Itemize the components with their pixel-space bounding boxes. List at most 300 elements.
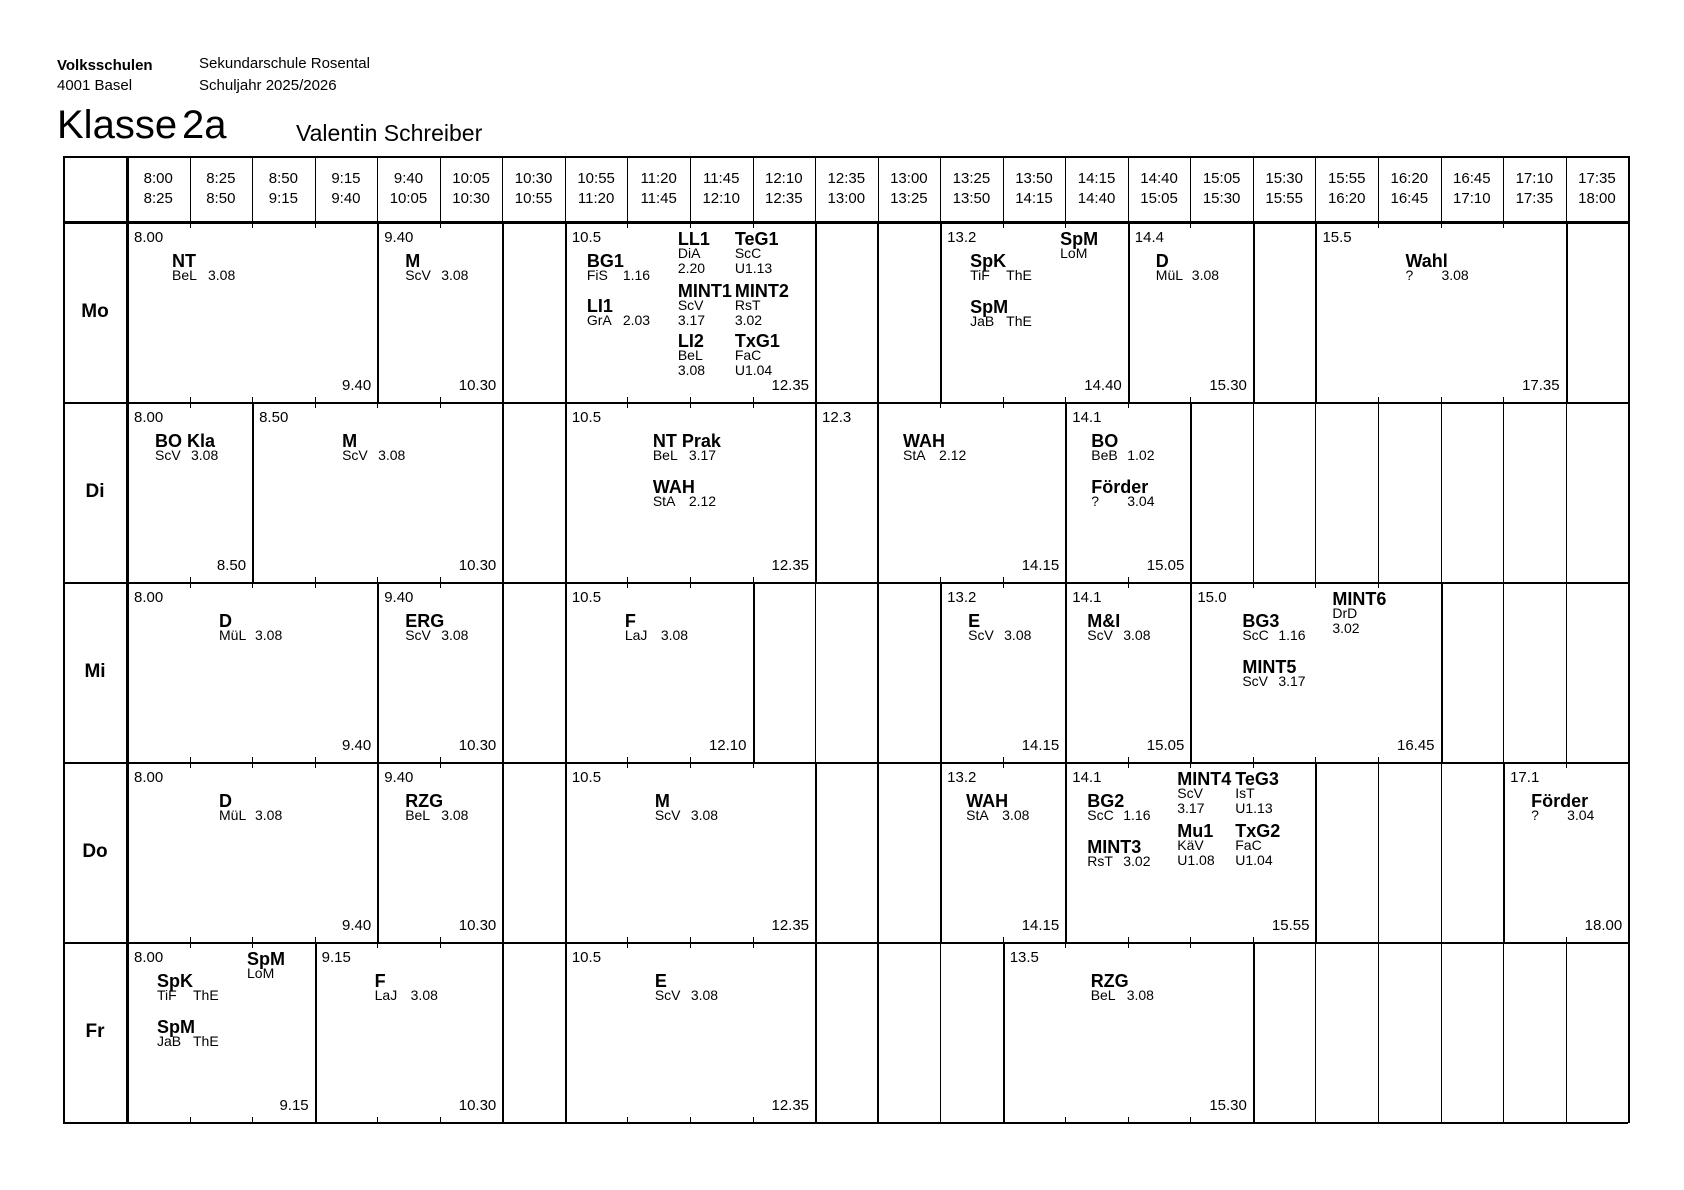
- lesson-start-time: 8.00: [134, 769, 164, 786]
- cell-tick: [377, 403, 378, 408]
- room-number: 2.20: [677, 260, 706, 276]
- lesson-block-border: [565, 582, 567, 762]
- subject-code: BO: [1091, 431, 1119, 451]
- subject-code: MINT5: [1242, 657, 1297, 677]
- time-slot-end: 8:50: [206, 190, 236, 207]
- room-number: 3.08: [410, 987, 438, 1003]
- cell-tick: [440, 577, 441, 582]
- subject-code: Mu1: [1177, 821, 1214, 841]
- cell-tick: [190, 223, 191, 228]
- time-slot-start: 17:10: [1515, 170, 1554, 187]
- cell-tick: [440, 223, 441, 228]
- subject-code: SpM: [157, 1017, 195, 1037]
- subject-code: RZG: [405, 791, 444, 811]
- cell-tick: [190, 577, 191, 582]
- subject-code: E: [654, 971, 667, 991]
- org-city: 4001 Basel: [57, 77, 133, 94]
- noon-separator: [877, 582, 880, 762]
- cell-tick: [252, 583, 253, 588]
- cell-tick: [690, 763, 691, 768]
- grid-border-right: [1628, 156, 1630, 1123]
- empty-slot-line: [1566, 402, 1567, 582]
- room-number: 3.04: [1567, 807, 1595, 823]
- teacher-code: BeB: [1091, 447, 1118, 463]
- empty-slot-line: [1378, 402, 1379, 582]
- cell-tick: [440, 1117, 441, 1122]
- room-number: 3.08: [660, 627, 689, 643]
- cell-tick: [315, 223, 316, 228]
- cell-tick: [1128, 937, 1129, 942]
- cell-tick: [753, 937, 754, 942]
- teacher-code: BeL: [677, 347, 703, 363]
- cell-tick: [1378, 223, 1379, 228]
- lesson-block-border: [940, 762, 942, 942]
- teacher-code: IsT: [1235, 785, 1255, 801]
- teacher-code: LaJ: [624, 627, 648, 643]
- empty-slot-line: [1315, 402, 1316, 582]
- teacher-code: StA: [652, 493, 676, 509]
- subject-code: SpM: [970, 297, 1009, 317]
- subject-code: BG1: [586, 251, 624, 271]
- time-slot-end: 9:40: [331, 190, 361, 207]
- time-slot-end: 18:00: [1578, 190, 1616, 207]
- subject-code: M: [405, 251, 421, 271]
- subject-code: F: [624, 611, 636, 631]
- room-number: 3.17: [1177, 800, 1205, 816]
- cell-tick: [1003, 403, 1004, 408]
- lesson-start-time: 10.5: [571, 949, 602, 966]
- room-number: 3.17: [1278, 673, 1306, 689]
- room-number: U1.08: [1177, 852, 1215, 868]
- room-number: 1.02: [1127, 447, 1155, 463]
- teacher-code: LoM: [1060, 245, 1088, 261]
- teacher-code: TiF: [970, 267, 990, 283]
- cell-tick: [1441, 223, 1442, 228]
- room-number: 2.12: [688, 493, 717, 509]
- lesson-start-time: 9.40: [384, 769, 414, 786]
- day-label-mo: Mo: [81, 301, 109, 322]
- cell-tick: [1378, 583, 1379, 588]
- time-slot-end: 15:30: [1202, 190, 1241, 207]
- teacher-code: ThE: [1006, 313, 1032, 329]
- lesson-block-border: [315, 942, 317, 1122]
- lesson-block-border: [1065, 582, 1067, 762]
- cell-tick: [753, 403, 754, 408]
- cell-tick: [1003, 577, 1004, 582]
- teacher-code: ScV: [405, 627, 431, 643]
- time-slot-start: 9:40: [393, 170, 424, 187]
- lesson-end-time: 10.30: [458, 557, 497, 574]
- cell-tick: [1128, 757, 1129, 762]
- day-label-mi: Mi: [84, 661, 106, 682]
- subject-code: TxG2: [1235, 821, 1281, 841]
- lesson-block-border: [502, 762, 504, 942]
- subject-code: BO Kla: [155, 431, 216, 451]
- time-slot-end: 15:05: [1140, 190, 1178, 207]
- teacher-code: ScV: [405, 267, 431, 283]
- teacher-code: ScV: [342, 447, 368, 463]
- cell-tick: [1128, 403, 1129, 408]
- time-slot-end: 12:35: [765, 190, 803, 207]
- org-name: Volksschulen: [57, 57, 153, 74]
- time-slot-start: 8:50: [268, 170, 298, 187]
- cell-tick: [690, 757, 691, 762]
- lesson-end-time: 14.40: [1084, 377, 1122, 394]
- lesson-block-border: [502, 582, 504, 762]
- lesson-block-border: [1503, 762, 1505, 942]
- room-number: 3.08: [441, 267, 469, 283]
- teacher-code: LaJ: [374, 987, 398, 1003]
- cell-tick: [315, 757, 316, 762]
- cell-tick: [1315, 583, 1316, 588]
- teacher-code: KäV: [1177, 837, 1204, 853]
- lesson-end-time: 12.35: [771, 377, 810, 394]
- time-slot-start: 16:20: [1390, 170, 1429, 187]
- teacher-code: BeL: [405, 807, 431, 823]
- cell-tick: [440, 763, 441, 768]
- subject-code: D: [1155, 251, 1169, 271]
- lesson-block-border: [1315, 222, 1317, 402]
- room-number: 3.17: [688, 447, 717, 463]
- header-divider: [63, 221, 1628, 224]
- lesson-block-border: [1065, 762, 1067, 942]
- lesson-end-time: 15.05: [1146, 557, 1185, 574]
- teacher-code: ?: [1405, 267, 1414, 283]
- subject-code: WAH: [966, 791, 1009, 811]
- cell-tick: [753, 223, 754, 228]
- subject-code: MINT2: [734, 281, 789, 301]
- teacher-code: FaC: [734, 347, 762, 363]
- empty-slot-line: [1503, 582, 1504, 762]
- time-slot-end: 17:35: [1515, 190, 1554, 207]
- room-number: 1.16: [1123, 807, 1151, 823]
- lesson-block-border: [502, 402, 504, 582]
- subject-code: E: [968, 611, 981, 631]
- cell-tick: [315, 403, 316, 408]
- room-number: 3.08: [690, 987, 719, 1003]
- day-label-do: Do: [82, 841, 108, 862]
- room-number: 3.08: [677, 362, 706, 378]
- room-number: U1.04: [1235, 852, 1273, 868]
- room-number: 3.08: [208, 267, 236, 283]
- teacher-code: MüL: [219, 627, 247, 643]
- subject-code: NT Prak: [652, 431, 721, 451]
- room-number: 2.12: [939, 447, 967, 463]
- room-number: 1.16: [622, 267, 651, 283]
- lesson-start-time: 9.40: [384, 229, 414, 246]
- lesson-block-border: [940, 582, 942, 762]
- lesson-end-time: 16.45: [1396, 737, 1435, 754]
- cell-tick: [627, 583, 628, 588]
- time-slot-start: 8:00: [143, 170, 173, 187]
- cell-tick: [1003, 763, 1004, 768]
- lesson-block-border: [1065, 402, 1067, 582]
- cell-tick: [1190, 763, 1191, 768]
- subject-code: Förder: [1091, 477, 1149, 497]
- cell-tick: [690, 577, 691, 582]
- time-slot-end: 11:45: [640, 190, 677, 207]
- time-slot-start: 13:00: [890, 170, 928, 187]
- teacher-code: FiS: [586, 267, 608, 283]
- cell-tick: [190, 763, 191, 768]
- room-number: 3.02: [1332, 620, 1360, 636]
- cell-tick: [627, 937, 628, 942]
- empty-slot-line: [1503, 402, 1504, 582]
- time-slot-start: 14:40: [1140, 170, 1178, 187]
- room-number: U1.04: [734, 362, 773, 378]
- empty-slot-line: [1378, 942, 1379, 1122]
- teacher-code: ?: [1091, 493, 1100, 509]
- lesson-block-border: [1190, 582, 1192, 762]
- time-slot-start: 15:30: [1265, 170, 1303, 187]
- lesson-start-time: 14.1: [1072, 409, 1102, 426]
- teacher-code: StA: [903, 447, 926, 463]
- time-slot-start: 11:45: [702, 170, 740, 187]
- lesson-end-time: 12.35: [771, 557, 810, 574]
- teacher-code: ScV: [1242, 673, 1269, 689]
- cell-tick: [190, 397, 191, 402]
- lesson-end-time: 15.05: [1146, 737, 1185, 754]
- empty-slot-line: [1315, 942, 1316, 1122]
- lesson-end-time: 12.35: [771, 1097, 810, 1114]
- day-row-divider: [63, 762, 1628, 764]
- room-number: 3.08: [1002, 807, 1030, 823]
- cell-tick: [627, 397, 628, 402]
- teacher-code: DrD: [1332, 605, 1358, 621]
- lesson-end-time: 10.30: [458, 737, 497, 754]
- teacher-code: ThE: [193, 1033, 219, 1049]
- lesson-start-time: 13.5: [1009, 949, 1039, 966]
- cell-tick: [190, 1117, 191, 1122]
- time-slot-start: 12:10: [765, 170, 803, 187]
- room-number: 3.08: [378, 447, 406, 463]
- cell-tick: [252, 223, 253, 228]
- teacher-code: ThE: [193, 987, 219, 1003]
- time-slot-start: 16:45: [1453, 170, 1491, 187]
- time-slot-start: 10:30: [514, 170, 553, 187]
- cell-tick: [315, 397, 316, 402]
- lesson-end-time: 9.40: [341, 917, 372, 934]
- room-number: 3.02: [1123, 853, 1151, 869]
- day-label-di: Di: [85, 481, 105, 502]
- cell-tick: [690, 397, 691, 402]
- lesson-end-time: 14.15: [1021, 737, 1060, 754]
- teacher-code: ?: [1531, 807, 1539, 823]
- teacher-code: ScC: [1242, 627, 1269, 643]
- cell-tick: [1190, 943, 1191, 948]
- teacher-code: TiF: [157, 987, 177, 1003]
- subject-code: TeG1: [734, 229, 779, 249]
- lesson-start-time: 13.2: [947, 589, 977, 606]
- subject-code: RZG: [1090, 971, 1129, 991]
- time-slot-start: 8:25: [206, 170, 236, 187]
- subject-code: TeG3: [1235, 769, 1279, 789]
- room-number: 3.08: [255, 627, 283, 643]
- lesson-start-time: 12.3: [822, 409, 852, 426]
- lesson-block-border: [753, 582, 755, 762]
- time-slot-end: 17:10: [1453, 190, 1491, 207]
- cell-tick: [252, 937, 253, 942]
- room-number: 3.08: [191, 447, 219, 463]
- empty-slot-line: [1441, 942, 1442, 1122]
- time-slot-end: 13:00: [827, 190, 866, 207]
- lesson-end-time: 10.30: [458, 377, 497, 394]
- lesson-start-time: 8.00: [134, 589, 164, 606]
- lesson-start-time: 8.50: [259, 409, 289, 426]
- time-slot-end: 16:45: [1390, 190, 1429, 207]
- time-slot-start: 14:15: [1077, 170, 1116, 187]
- time-slot-end: 10:30: [452, 190, 490, 207]
- teacher-code: JaB: [970, 313, 995, 329]
- noon-separator: [877, 402, 880, 582]
- lesson-block-border: [815, 222, 817, 402]
- room-number: 3.08: [1126, 987, 1154, 1003]
- subject-code: M: [342, 431, 358, 451]
- lesson-block-border: [377, 222, 379, 402]
- cell-tick: [440, 583, 441, 588]
- time-slot-end: 10:55: [514, 190, 553, 207]
- room-number: 3.04: [1127, 493, 1155, 509]
- lesson-end-time: 17.35: [1522, 377, 1560, 394]
- lesson-end-time: 12.10: [708, 737, 747, 754]
- teacher-code: StA: [966, 807, 989, 823]
- lesson-block-border: [502, 222, 504, 402]
- subject-code: SpM: [1060, 229, 1099, 249]
- time-slot-start: 11:20: [640, 170, 677, 187]
- teacher-code: BeL: [172, 267, 197, 283]
- empty-slot-line: [1566, 582, 1567, 762]
- lesson-block-border: [565, 762, 567, 942]
- cell-tick: [1128, 763, 1129, 768]
- lesson-start-time: 15.0: [1197, 589, 1227, 606]
- lesson-block-border: [1128, 222, 1130, 402]
- teacher-code: MüL: [219, 807, 247, 823]
- cell-tick: [252, 943, 253, 948]
- teacher-code: ScV: [968, 627, 994, 643]
- cell-tick: [252, 1117, 253, 1122]
- time-slot-end: 14:40: [1077, 190, 1116, 207]
- room-number: U1.13: [1235, 800, 1273, 816]
- class-title: Klasse: [57, 103, 178, 147]
- cell-tick: [690, 583, 691, 588]
- lesson-block-border: [815, 942, 817, 1122]
- room-number: U1.13: [734, 260, 773, 276]
- lesson-start-time: 9.15: [321, 949, 351, 966]
- lesson-start-time: 13.2: [947, 229, 977, 246]
- subject-code: TxG1: [734, 331, 780, 351]
- grid-border-top: [63, 156, 1628, 158]
- teacher-code: ScC: [1087, 807, 1114, 823]
- cell-tick: [627, 943, 628, 948]
- time-slot-end: 11:20: [577, 190, 615, 207]
- cell-tick: [1190, 223, 1191, 228]
- cell-tick: [1128, 577, 1129, 582]
- teacher-code: JaB: [157, 1033, 182, 1049]
- subject-code: LL1: [677, 229, 710, 249]
- cell-tick: [440, 397, 441, 402]
- cell-tick: [1128, 943, 1129, 948]
- cell-tick: [440, 943, 441, 948]
- lesson-end-time: 10.30: [458, 917, 497, 934]
- lesson-start-time: 9.40: [384, 589, 414, 606]
- teacher-code: ScV: [155, 447, 181, 463]
- subject-code: SpM: [247, 949, 285, 969]
- teacher-code: FaC: [1235, 837, 1262, 853]
- cell-tick: [753, 1117, 754, 1122]
- lesson-start-time: 10.5: [571, 229, 602, 246]
- room-number: 1.16: [1278, 627, 1306, 643]
- room-number: 2.03: [622, 312, 651, 328]
- day-row-divider: [63, 942, 1628, 944]
- lesson-block-border: [1441, 582, 1443, 762]
- time-slot-start: 9:15: [331, 170, 361, 187]
- noon-separator: [877, 222, 880, 402]
- cell-tick: [252, 763, 253, 768]
- lesson-block-border: [815, 402, 817, 582]
- time-slot-end: 9:15: [268, 190, 298, 207]
- cell-tick: [690, 403, 691, 408]
- lesson-block-border: [1003, 942, 1005, 1122]
- teacher-code: DiA: [677, 245, 701, 261]
- teacher-code: BeL: [1090, 987, 1116, 1003]
- cell-tick: [627, 763, 628, 768]
- cell-tick: [753, 943, 754, 948]
- time-slot-end: 13:50: [952, 190, 991, 207]
- cell-tick: [1065, 1117, 1066, 1122]
- subject-code: M&I: [1087, 611, 1121, 631]
- time-slot-start: 10:55: [577, 170, 615, 187]
- cell-tick: [190, 757, 191, 762]
- lesson-start-time: 14.1: [1072, 769, 1102, 786]
- cell-tick: [690, 943, 691, 948]
- cell-tick: [315, 763, 316, 768]
- lesson-end-time: 15.30: [1209, 1097, 1247, 1114]
- room-number: 3.08: [1191, 267, 1220, 283]
- cell-tick: [627, 223, 628, 228]
- room-number: 3.08: [1123, 627, 1151, 643]
- lesson-start-time: 14.1: [1072, 589, 1102, 606]
- teacher-code: LoM: [247, 965, 275, 981]
- class-name: 2a: [182, 103, 227, 147]
- teacher-code: ScV: [1087, 627, 1113, 643]
- lesson-block-border: [565, 942, 567, 1122]
- lesson-end-time: 18.00: [1584, 917, 1623, 934]
- time-slot-end: 16:20: [1327, 190, 1366, 207]
- teacher-code: RsT: [734, 297, 761, 313]
- cell-tick: [627, 577, 628, 582]
- teacher-code: MüL: [1155, 267, 1184, 283]
- room-number: 3.08: [255, 807, 283, 823]
- teacher-code: ScC: [734, 245, 762, 261]
- subject-code: LI2: [677, 331, 704, 351]
- room-number: 3.08: [690, 807, 719, 823]
- lesson-end-time: 12.35: [771, 917, 810, 934]
- cell-tick: [690, 1117, 691, 1122]
- subject-code: Förder: [1531, 791, 1589, 811]
- room-number: 3.08: [441, 627, 469, 643]
- lesson-block-border: [940, 222, 942, 402]
- time-slot-end: 12:10: [702, 190, 740, 207]
- time-slot-start: 10:05: [452, 170, 490, 187]
- subject-code: F: [374, 971, 386, 991]
- lesson-start-time: 15.5: [1322, 229, 1352, 246]
- lesson-start-time: 8.00: [134, 949, 164, 966]
- cell-tick: [190, 937, 191, 942]
- lesson-block-border: [1253, 942, 1255, 1122]
- teacher-code: ThE: [1006, 267, 1032, 283]
- cell-tick: [190, 403, 191, 408]
- empty-slot-line: [815, 582, 816, 762]
